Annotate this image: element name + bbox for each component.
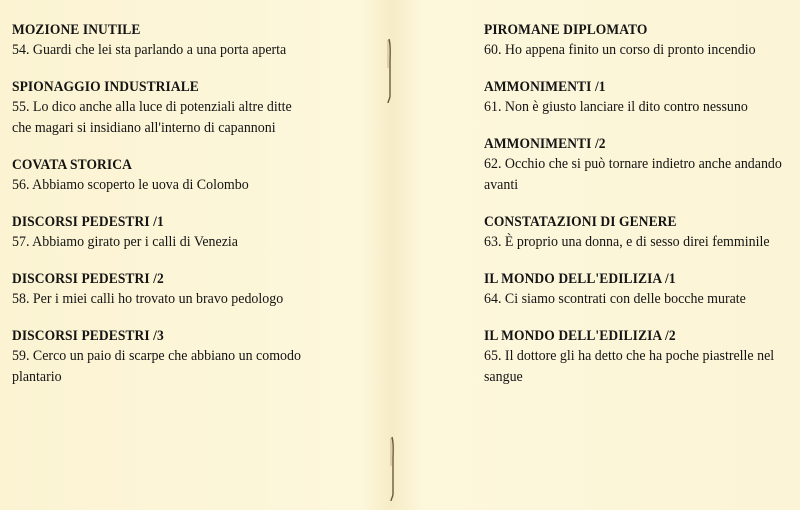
entry-61 — [484, 77, 784, 118]
entry-54 — [12, 20, 312, 61]
entry-title: SPIONAGGIO INDUSTRIALE — [12, 79, 199, 95]
entry-59 — [12, 326, 312, 388]
entry-text: 57. Abbiamo girato per i calli di Venezia — [12, 234, 238, 250]
entry-text: 54. Guardi che lei sta parlando a una porta aperta — [12, 42, 287, 58]
entry-title: AMMONIMENTI /2 — [484, 136, 606, 152]
entry-title: COVATA STORICA — [12, 157, 132, 173]
entry-57 — [12, 212, 312, 253]
entry-text: 59. Cerco un paio di scarpe che abbiano un comodo plantario — [12, 348, 301, 385]
entry-63 — [484, 212, 784, 253]
entry-title: DISCORSI PEDESTRI /3 — [12, 328, 164, 344]
left-page-column — [12, 20, 312, 404]
entry-title: CONSTATAZIONI DI GENERE — [484, 214, 677, 230]
entry-text: 60. Ho appena finito un corso di pronto incendio — [484, 42, 756, 58]
entry-title: AMMONIMENTI /1 — [484, 79, 606, 95]
entry-title: IL MONDO DELL'EDILIZIA /2 — [484, 328, 676, 344]
entry-56 — [12, 155, 312, 196]
entry-title: DISCORSI PEDESTRI /1 — [12, 214, 164, 230]
entry-60 — [484, 20, 784, 61]
staple-icon — [385, 38, 393, 104]
entry-62 — [484, 134, 784, 196]
entry-text: 58. Per i miei calli ho trovato un bravo pedologo — [12, 291, 284, 307]
entry-title: DISCORSI PEDESTRI /2 — [12, 271, 164, 287]
entry-text: 65. Il dottore gli ha detto che ha poche piastrelle nel sangue — [484, 348, 775, 385]
entry-58 — [12, 269, 312, 310]
staple-icon — [388, 436, 396, 502]
entry-55 — [12, 77, 312, 139]
entry-text: 63. È proprio una donna, e di sesso direi femminile — [484, 234, 770, 250]
entry-65 — [484, 326, 784, 388]
entry-text: 62. Occhio che si può tornare indietro anche andando avanti — [484, 156, 782, 193]
entry-64 — [484, 269, 784, 310]
entry-text: 56. Abbiamo scoperto le uova di Colombo — [12, 177, 249, 193]
entry-title: PIROMANE DIPLOMATO — [484, 22, 648, 38]
entry-title: MOZIONE INUTILE — [12, 22, 141, 38]
entry-text: 55. Lo dico anche alla luce di potenziali altre ditte che magari si insidiano all'interno di capannoni — [12, 99, 292, 136]
right-page-column — [484, 20, 784, 404]
entry-text: 61. Non è giusto lanciare il dito contro nessuno — [484, 99, 748, 115]
entry-title: IL MONDO DELL'EDILIZIA /1 — [484, 271, 676, 287]
entry-text: 64. Ci siamo scontrati con delle bocche murate — [484, 291, 746, 307]
